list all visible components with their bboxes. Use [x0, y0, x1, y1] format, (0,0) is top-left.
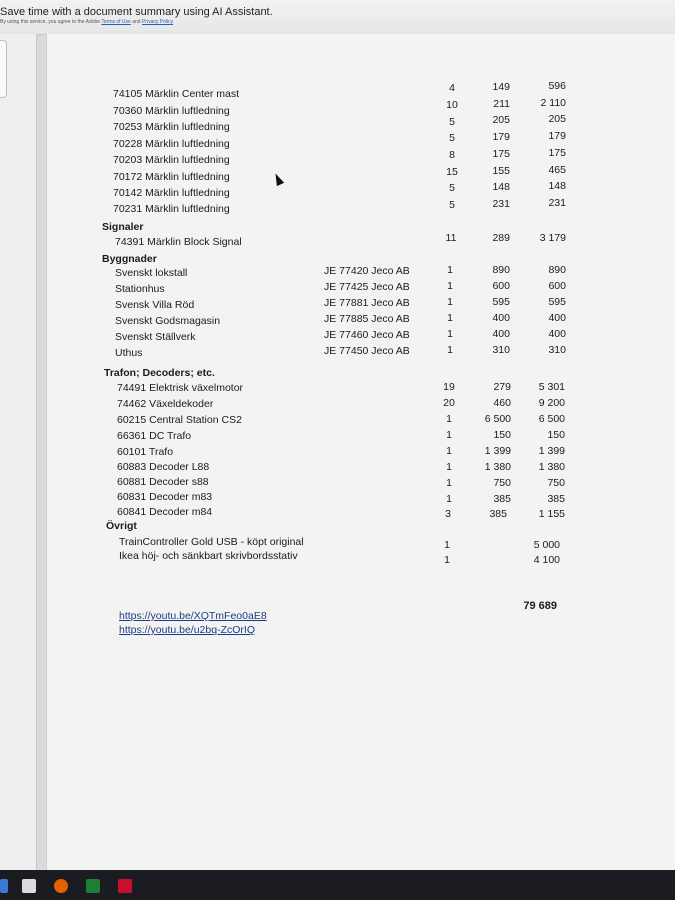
item-name: 74491 Elektrisk växelmotor [117, 382, 244, 394]
item-total: 231 [548, 197, 566, 209]
item-total: 1 399 [538, 445, 565, 457]
item-price: 385 [489, 508, 507, 520]
item-qty: 1 [446, 413, 452, 425]
item-total: 596 [548, 80, 566, 92]
item-name: Stationhus [115, 283, 165, 295]
item-qty: 5 [449, 199, 455, 211]
item-total: 750 [547, 477, 565, 489]
excel-icon[interactable] [86, 879, 100, 893]
item-qty: 5 [449, 182, 455, 194]
item-price: 289 [492, 232, 510, 244]
item-total: 465 [548, 164, 566, 176]
item-name: 66361 DC Trafo [117, 430, 192, 442]
item-total: 890 [548, 264, 566, 276]
item-price: 1 399 [484, 445, 511, 457]
item-name: 70231 Märklin luftledning [113, 203, 230, 215]
document-page [46, 34, 675, 870]
item-price: 6 500 [484, 413, 511, 425]
item-total: 148 [548, 180, 566, 192]
item-total: 600 [548, 280, 566, 292]
item-qty: 1 [447, 328, 453, 340]
item-price: 155 [492, 165, 510, 177]
item-name: Svenskt Godsmagasin [115, 315, 221, 327]
start-icon[interactable] [0, 879, 8, 893]
item-name: Svenskt lokstall [115, 267, 188, 279]
item-price: 205 [492, 114, 510, 126]
item-name: 60101 Trafo [117, 446, 174, 458]
item-total: 5 301 [538, 381, 565, 393]
item-name: 70142 Märklin luftledning [113, 187, 230, 199]
item-qty: 20 [443, 397, 455, 409]
item-qty: 1 [447, 280, 453, 292]
item-qty: 3 [445, 508, 451, 520]
item-qty: 1 [446, 477, 452, 489]
item-supplier: JE 77885 Jeco AB [324, 313, 410, 325]
item-price: 400 [492, 328, 510, 340]
item-total: 2 110 [540, 97, 566, 109]
item-total: 6 500 [538, 413, 565, 425]
item-qty: 1 [447, 344, 453, 356]
item-price: 231 [492, 198, 510, 210]
item-supplier: JE 77420 Jeco AB [324, 265, 410, 277]
item-total: 400 [548, 312, 566, 324]
item-qty: 11 [445, 232, 457, 244]
item-qty: 1 [446, 445, 452, 457]
item-supplier: JE 77450 Jeco AB [324, 345, 410, 357]
item-price: 310 [492, 344, 510, 356]
taskbar [0, 870, 675, 900]
item-price: 750 [493, 477, 511, 489]
item-price: 175 [492, 148, 510, 160]
item-name: 60883 Decoder L88 [117, 461, 210, 473]
item-total: 9 200 [538, 397, 565, 409]
item-name: 70228 Märklin luftledning [113, 138, 230, 150]
item-price: 179 [492, 131, 510, 143]
item-total: 1 155 [538, 508, 565, 520]
item-qty: 15 [446, 166, 458, 178]
item-qty: 1 [446, 493, 452, 505]
grand-total: 79 689 [523, 600, 557, 612]
item-price: 595 [492, 296, 510, 308]
side-panel-tab[interactable] [0, 40, 7, 98]
item-name: 60831 Decoder m83 [117, 491, 213, 503]
item-name: 60215 Central Station CS2 [117, 414, 242, 426]
item-name: 70253 Märklin luftledning [113, 121, 230, 133]
item-supplier: JE 77425 Jeco AB [324, 281, 410, 293]
item-total: 3 179 [539, 232, 566, 244]
item-price: 1 380 [484, 461, 511, 473]
item-total: 310 [548, 344, 566, 356]
category-heading: Signaler [102, 221, 144, 233]
banner-subtitle: By using this service, you agree to the Adobe Terms of Use and Privacy Policy [0, 19, 174, 25]
privacy-policy-link[interactable]: Privacy Policy [141, 19, 174, 25]
item-qty: 1 [447, 296, 453, 308]
item-qty: 19 [443, 381, 455, 393]
item-total: 4 100 [533, 554, 560, 566]
firefox-icon[interactable] [54, 879, 68, 893]
item-qty: 1 [447, 312, 453, 324]
item-price: 890 [492, 264, 510, 276]
item-name: 74105 Märklin Center mast [113, 88, 240, 100]
item-supplier: JE 77881 Jeco AB [324, 297, 410, 309]
item-name: TrainController Gold USB - köpt original [119, 536, 304, 548]
item-total: 400 [548, 328, 566, 340]
item-total: 179 [548, 130, 566, 142]
item-supplier: JE 77460 Jeco AB [324, 329, 410, 341]
item-price: 600 [492, 280, 510, 292]
item-price: 211 [493, 98, 510, 110]
banner-title: Save time with a document summary using AI Assistant. [0, 6, 273, 18]
terms-of-use-link[interactable]: Terms of Use [101, 19, 131, 25]
category-heading: Trafon; Decoders; etc. [104, 367, 215, 379]
item-qty: 5 [449, 116, 455, 128]
item-name: 70203 Märklin luftledning [113, 154, 230, 166]
item-qty: 1 [444, 539, 450, 551]
item-name: Ikea höj- och sänkbart skrivbordsstativ [119, 550, 298, 562]
item-name: 74462 Växeldekoder [117, 398, 214, 410]
item-name: 70172 Märklin luftledning [113, 171, 230, 183]
item-total: 595 [548, 296, 566, 308]
item-total: 1 380 [538, 461, 565, 473]
item-qty: 1 [446, 461, 452, 473]
item-qty: 1 [446, 429, 452, 441]
item-qty: 8 [449, 149, 455, 161]
item-name: Svensk Villa Röd [115, 299, 195, 311]
item-total: 385 [547, 493, 565, 505]
item-total: 150 [547, 429, 565, 441]
youtube-link-1[interactable]: https://youtu.be/XQTmFeo0aE8 [119, 610, 267, 622]
item-name: 60841 Decoder m84 [117, 506, 213, 518]
item-total: 5 000 [533, 539, 560, 551]
item-name: Svenskt Ställverk [115, 331, 196, 343]
side-panel [0, 34, 37, 870]
item-qty: 5 [449, 132, 455, 144]
item-qty: 10 [446, 99, 458, 111]
youtube-link-2[interactable]: https://youtu.be/u2bq-ZcOrIQ [119, 624, 255, 636]
item-name: Uthus [115, 347, 143, 359]
ai-assistant-banner [0, 0, 675, 35]
item-price: 279 [493, 381, 511, 393]
acrobat-icon[interactable] [118, 879, 132, 893]
item-qty: 1 [447, 264, 453, 276]
item-name: 60881 Decoder s88 [117, 476, 209, 488]
item-name: 74391 Märklin Block Signal [115, 236, 242, 248]
item-price: 460 [493, 397, 511, 409]
item-price: 149 [492, 81, 510, 93]
category-heading: Övrigt [106, 520, 137, 532]
item-price: 148 [492, 181, 510, 193]
item-qty: 1 [444, 554, 450, 566]
item-qty: 4 [449, 82, 455, 94]
item-price: 385 [493, 493, 511, 505]
item-total: 205 [548, 113, 566, 125]
item-price: 150 [493, 429, 511, 441]
item-price: 400 [492, 312, 510, 324]
category-heading: Byggnader [102, 253, 157, 265]
item-name: 70360 Märklin luftledning [113, 105, 230, 117]
file-icon[interactable] [22, 879, 36, 893]
item-total: 175 [548, 147, 566, 159]
